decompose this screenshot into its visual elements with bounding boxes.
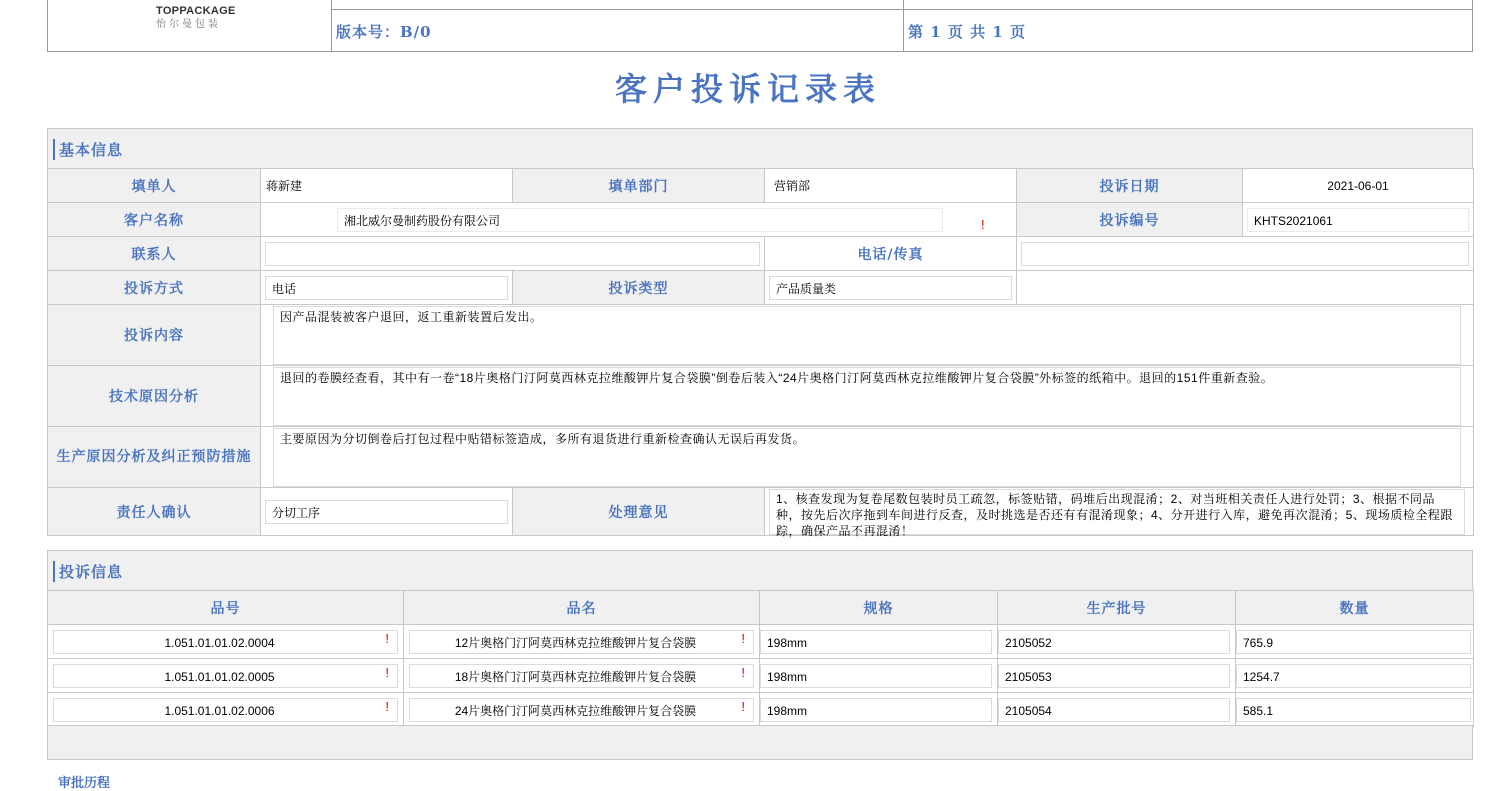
item-batch-cell: [998, 659, 1236, 693]
tech-textarea[interactable]: [273, 367, 1461, 426]
col-header-spec: [760, 591, 998, 625]
customer-value-cell: [261, 203, 1017, 237]
complaint-no-label-cell: [1017, 203, 1243, 237]
item-spec: 198mm: [767, 703, 808, 718]
filler-label-cell: [48, 169, 261, 203]
page-title: 客户投诉记录表: [614, 70, 881, 108]
item-code: 1.051.01.01.02.0006: [164, 703, 275, 718]
item-batch: 2105053: [1005, 669, 1052, 684]
col-header-qty: [1236, 591, 1474, 625]
prod-label-cell: [48, 427, 261, 488]
opinion-textarea[interactable]: [769, 489, 1465, 538]
page-info-cell: [904, 0, 1472, 51]
page-info-text: 第 1 页 共 1 页: [908, 23, 1026, 41]
approval-history-link[interactable]: 审批历程: [58, 776, 111, 791]
col-header-name: [404, 591, 760, 625]
method-label: 投诉方式: [124, 280, 184, 297]
table-footer-bar: [47, 725, 1473, 760]
item-qty-cell: [1236, 659, 1474, 693]
contact-label: 联系人: [131, 246, 177, 263]
date-label: 投诉日期: [1099, 178, 1160, 195]
item-name: 18片奥格门汀阿莫西林克拉维酸钾片复合袋膜: [454, 669, 697, 684]
item-name: 24片奥格门汀阿莫西林克拉维酸钾片复合袋膜: [454, 703, 697, 718]
required-mark: !: [741, 630, 745, 646]
item-code-input[interactable]: [53, 630, 398, 654]
dept-value: 营销部: [774, 179, 811, 193]
col-header-qty-label: 数量: [1339, 600, 1370, 617]
header-divider: [332, 9, 903, 10]
resp-label-cell: [48, 488, 261, 536]
content-cell: [261, 305, 1474, 366]
content-label: 投诉内容: [124, 328, 184, 344]
customer-name-value: 湘北威尔曼制药股份有限公司: [344, 213, 501, 228]
item-spec-input[interactable]: [760, 630, 992, 654]
col-header-batch: [998, 591, 1236, 625]
section-header-complaint: [47, 550, 1473, 591]
required-mark: !: [385, 698, 389, 714]
contact-cell: [261, 237, 765, 271]
type-label: 投诉类型: [608, 280, 669, 297]
complaint-items-table: [47, 590, 1474, 727]
required-mark: !: [385, 630, 389, 646]
item-name-cell: [404, 693, 760, 727]
item-name: 12片奥格门汀阿莫西林克拉维酸钾片复合袋膜: [454, 635, 697, 650]
item-code: 1.051.01.01.02.0005: [164, 669, 275, 684]
method-label-cell: [48, 271, 261, 305]
opinion-value: 1、核查发现为复卷尾数包装时员工疏忽，标签贴错，码堆后出现混淆；2、对当班相关责任人进行处罚；3、根据不同品种，按先后次序拖到车间进行反查，及时挑选是否还有有混淆现象；4、分开进行入库，避免再次混淆；5、现场质检全程跟踪，确保产品不再混淆！: [776, 491, 1453, 538]
col-header-code: [48, 591, 404, 625]
complaint-no-label: 投诉编号: [1099, 212, 1160, 229]
company-logo-text: TOPPACKAGE: [156, 5, 236, 17]
customer-name-input[interactable]: [337, 208, 943, 232]
phone-cell: [1017, 237, 1474, 271]
type-cell: [765, 271, 1017, 305]
item-qty: 765.9: [1243, 635, 1274, 650]
item-name-input[interactable]: [409, 698, 754, 722]
prod-cell: [261, 427, 1474, 488]
item-spec-cell: [760, 693, 998, 727]
item-batch: 2105054: [1005, 703, 1052, 718]
filler-label: 填单人: [131, 178, 177, 195]
document-header: [47, 0, 1473, 52]
version-text: 版本号：B/0: [336, 23, 432, 41]
complaint-no-cell: [1243, 203, 1474, 237]
item-qty-input[interactable]: [1236, 698, 1471, 722]
tech-label-cell: [48, 366, 261, 427]
tech-value: 退回的卷膜经查看，其中有一卷“18片奥格门汀阿莫西林克拉维酸钾片复合袋膜”倒卷后装入“24片奥格门汀阿莫西林克拉维酸钾片复合袋膜”外标签的纸箱中。退回的151件重新查验。: [280, 370, 1274, 385]
contact-label-cell: [48, 237, 261, 271]
item-qty-cell: [1236, 625, 1474, 659]
company-logo-cn: 怡尔曼包装: [156, 19, 221, 30]
filler-value: 蒋新建: [266, 179, 303, 193]
item-spec-cell: [760, 659, 998, 693]
item-name-cell: [404, 659, 760, 693]
customer-label-cell: [48, 203, 261, 237]
item-code-cell: [48, 659, 404, 693]
col-header-code-label: 品号: [210, 600, 241, 617]
item-qty: 1254.7: [1243, 669, 1280, 684]
phone-label-cell: [765, 237, 1017, 271]
complaint-no-input[interactable]: [1247, 208, 1469, 232]
filler-value-cell: [261, 169, 513, 203]
content-label-cell: [48, 305, 261, 366]
basic-info-table: [47, 168, 1474, 536]
resp-cell: [261, 488, 513, 536]
opinion-label: 处理意见: [608, 504, 669, 521]
item-batch-input[interactable]: [998, 664, 1230, 688]
table-row: [48, 625, 1474, 659]
item-batch: 2105052: [1005, 635, 1052, 650]
section-title-basic: 基本信息: [53, 139, 123, 160]
item-qty-input[interactable]: [1236, 664, 1471, 688]
prod-label: 生产原因分析及纠正预防措施: [56, 449, 252, 465]
required-mark: !: [741, 698, 745, 714]
item-code: 1.051.01.01.02.0004: [164, 635, 275, 650]
item-spec: 198mm: [767, 669, 808, 684]
item-spec-input[interactable]: [760, 698, 992, 722]
item-batch-input[interactable]: [998, 698, 1230, 722]
opinion-label-cell: [513, 488, 765, 536]
item-code-cell: [48, 693, 404, 727]
col-header-batch-label: 生产批号: [1086, 600, 1147, 617]
section-title-complaint: 投诉信息: [53, 561, 123, 582]
prod-textarea[interactable]: [273, 428, 1461, 487]
type-select[interactable]: [769, 276, 1012, 300]
item-name-input[interactable]: [409, 664, 754, 688]
phone-label: 电话/传真: [857, 246, 924, 263]
item-name-input[interactable]: [409, 630, 754, 654]
item-spec-input[interactable]: [760, 664, 992, 688]
table-row: [48, 693, 1474, 727]
header-divider: [904, 9, 1472, 10]
item-qty: 585.1: [1243, 703, 1274, 718]
customer-label: 客户名称: [124, 212, 184, 229]
method-select[interactable]: [265, 276, 508, 300]
version-cell: [332, 0, 904, 51]
item-code-input[interactable]: [53, 664, 398, 688]
method-cell: [261, 271, 513, 305]
item-batch-cell: [998, 693, 1236, 727]
item-spec: 198mm: [767, 635, 808, 650]
required-mark: !: [981, 216, 985, 232]
logo-cell: [48, 0, 332, 51]
resp-input[interactable]: [265, 500, 508, 524]
complaint-date-value[interactable]: 2021-06-01: [1327, 178, 1389, 193]
col-header-spec-label: 规格: [863, 600, 894, 617]
required-mark: !: [385, 664, 389, 680]
item-code-cell: [48, 625, 404, 659]
type-value: 产品质量类: [776, 281, 837, 296]
dept-value-cell: [765, 169, 1017, 203]
contact-input[interactable]: [265, 242, 760, 266]
empty-cell: [1017, 271, 1474, 305]
resp-value: 分切工序: [272, 505, 321, 520]
col-header-name-label: 品名: [566, 600, 597, 617]
content-value: 因产品混装被客户退回，返工重新装置后发出。: [280, 309, 543, 324]
complaint-no-value: KHTS2021061: [1254, 213, 1333, 228]
item-qty-input[interactable]: [1236, 630, 1471, 654]
required-mark: !: [741, 664, 745, 680]
item-spec-cell: [760, 625, 998, 659]
section-header-basic: [47, 128, 1473, 169]
table-row: [48, 659, 1474, 693]
date-label-cell: [1017, 169, 1243, 203]
item-code-input[interactable]: [53, 698, 398, 722]
phone-input[interactable]: [1021, 242, 1469, 266]
item-qty-cell: [1236, 693, 1474, 727]
tech-label: 技术原因分析: [109, 389, 199, 405]
opinion-cell: [765, 488, 1474, 536]
prod-value: 主要原因为分切倒卷后打包过程中贴错标签造成，多所有退货进行重新检查确认无误后再发货。: [280, 431, 806, 446]
item-batch-cell: [998, 625, 1236, 659]
dept-label-cell: [513, 169, 765, 203]
dept-label: 填单部门: [608, 178, 669, 195]
tech-cell: [261, 366, 1474, 427]
resp-label: 责任人确认: [116, 504, 192, 521]
type-label-cell: [513, 271, 765, 305]
date-value-cell: [1243, 169, 1474, 203]
item-name-cell: [404, 625, 760, 659]
method-value: 电话: [272, 281, 297, 296]
content-textarea[interactable]: [273, 306, 1461, 365]
item-batch-input[interactable]: [998, 630, 1230, 654]
